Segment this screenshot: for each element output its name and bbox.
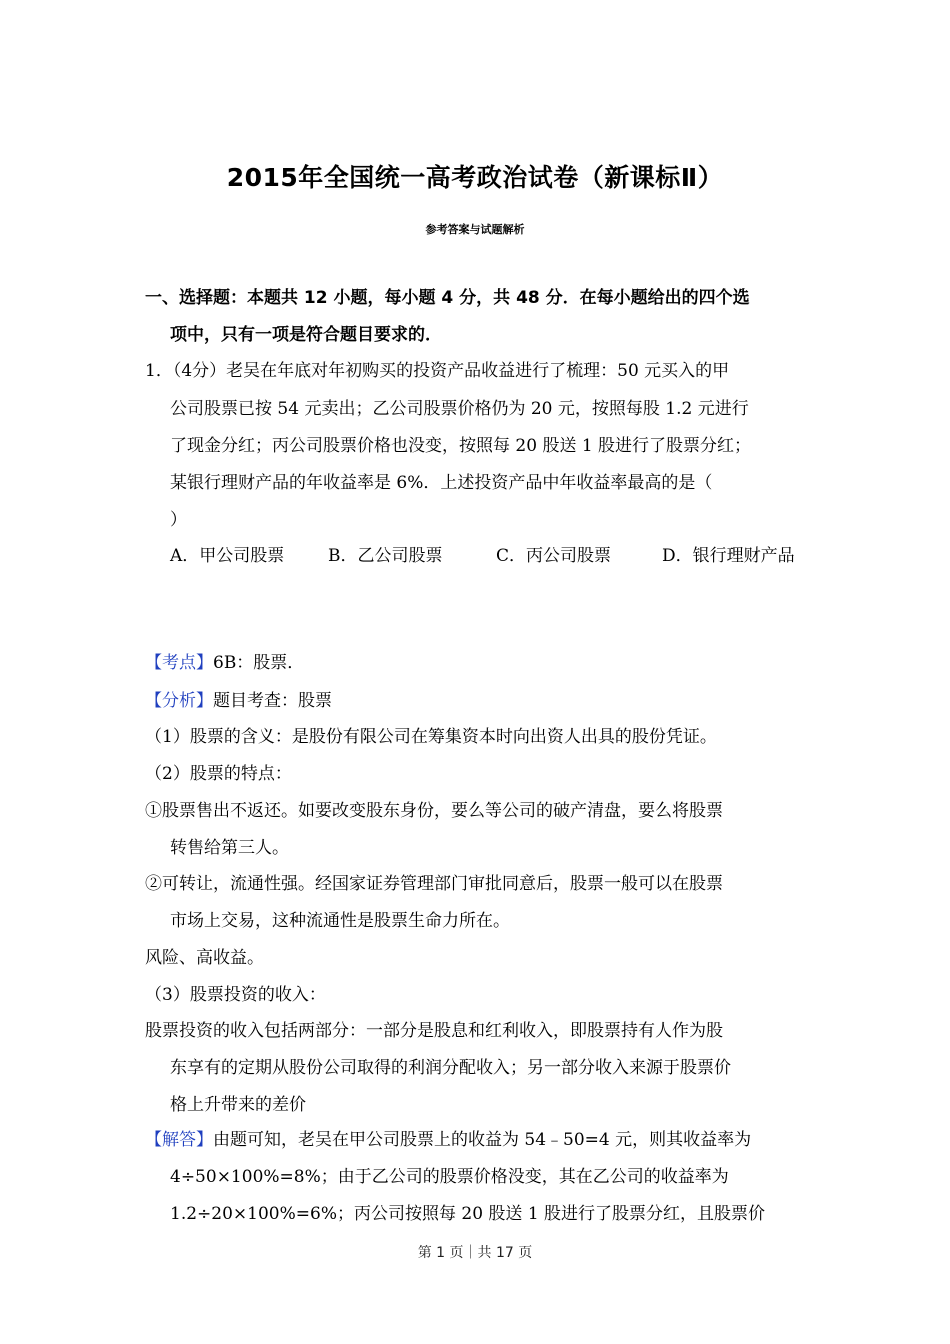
option-d: D．银行理财产品 [662,546,795,566]
question-line: 公司股票已按 54 元卖出；乙公司股票价格仍为 20 元，按照每股 1.2 元进行 [170,399,749,419]
analysis-line: （1）股票的含义：是股份有限公司在筹集资本时向出资人出具的股份凭证。 [145,727,717,747]
jieda-text: 由题可知，老吴在甲公司股票上的收益为 54﹣50=4 元，则其收益率为 [213,1130,752,1150]
jieda-line: 4÷50×100%=8%；由于乙公司的股票价格没变，其在乙公司的收益率为 [170,1167,729,1187]
question-line: 1．（4分）老吴在年底对年初购买的投资产品收益进行了梳理：50 元买入的甲 [145,361,730,381]
analysis-line: 股票投资的收入包括两部分：一部分是股息和红利收入，即股票持有人作为股 [145,1021,723,1041]
option-a: A．甲公司股票 [170,546,285,566]
analysis-line: 市场上交易，这种流通性是股票生命力所在。 [170,911,510,931]
option-c: C．丙公司股票 [496,546,612,566]
section-heading-line-2: 项中，只有一项是符合题目要求的． [170,325,442,345]
option-b: B．乙公司股票 [328,546,443,566]
question-line: 了现金分红；丙公司股票价格也没变，按照每 20 股送 1 股进行了股票分红； [170,436,752,456]
question-line: ） [170,510,187,530]
document-subtitle: 参考答案与试题解析 [425,223,525,236]
fenxi-text: 题目考查：股票 [213,691,332,711]
jieda-tag: 【解答】 [145,1130,213,1150]
answer-options [170,544,795,568]
analysis-line: ②可转让，流通性强。经国家证券管理部门审批同意后，股票一般可以在股票 [145,874,723,894]
page-footer: 第 1 页｜共 17 页 [417,1245,533,1261]
section-heading-line-1: 一、选择题：本题共 12 小题，每小题 4 分，共 48 分．在每小题给出的四个选 [145,288,750,308]
analysis-line: （3）股票投资的收入： [145,985,326,1005]
analysis-line: ①股票售出不返还。如要改变股东身份，要么等公司的破产清盘，要么将股票 [145,801,723,821]
fenxi-tag: 【分析】 [145,691,213,711]
kaodian-line [145,651,304,675]
question-line: 某银行理财产品的年收益率是 6%．上述投资产品中年收益率最高的是（ [170,473,713,493]
kaodian-tag: 【考点】 [145,653,213,673]
analysis-line: 格上升带来的差价 [170,1095,306,1115]
document-title: 2015年全国统一高考政治试卷（新课标Ⅱ） [226,163,724,192]
analysis-line: 转售给第三人。 [170,838,289,858]
fenxi-line [145,689,332,713]
jieda-line [145,1128,751,1152]
analysis-line: 东享有的定期从股份公司取得的利润分配收入；另一部分收入来源于股票价 [170,1058,731,1078]
analysis-line: （2）股票的特点： [145,764,292,784]
kaodian-text: 6B：股票． [213,653,305,673]
analysis-line: 风险、高收益。 [145,948,264,968]
jieda-line: 1.2÷20×100%=6%；丙公司按照每 20 股送 1 股进行了股票分红，且股票价 [170,1204,766,1224]
